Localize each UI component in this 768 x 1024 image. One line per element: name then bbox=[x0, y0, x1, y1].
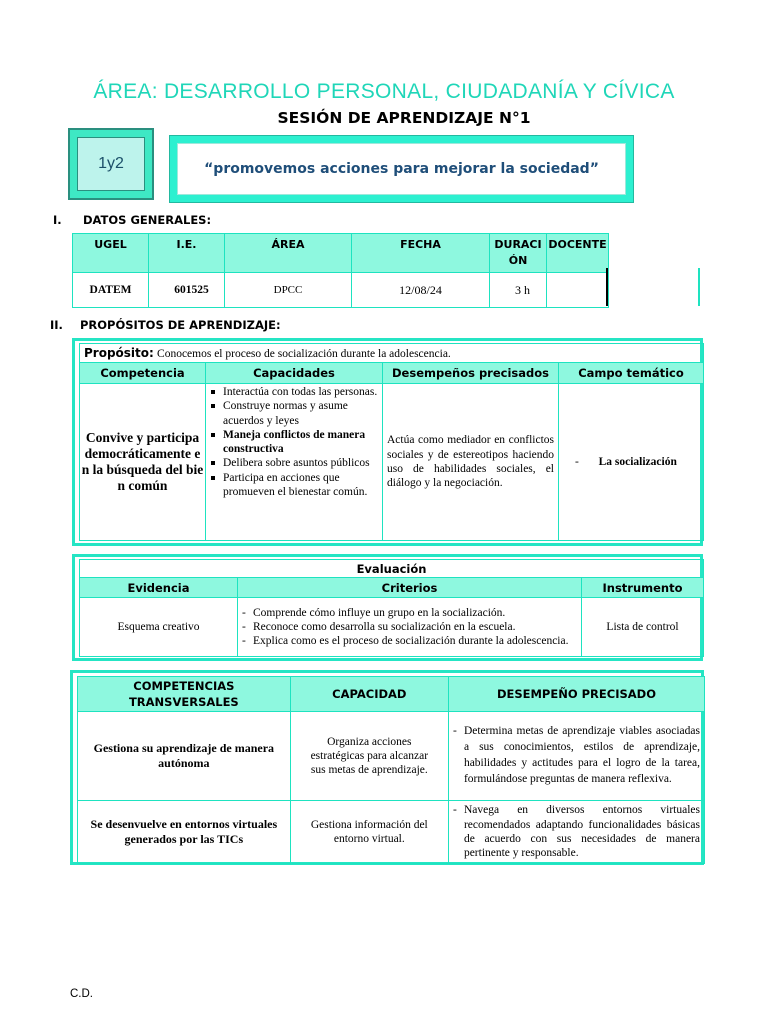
section-title: DATOS GENERALES: bbox=[83, 213, 212, 227]
transversales-block bbox=[70, 670, 704, 865]
capacidad-cell: Gestiona información del entorno virtual. bbox=[290, 801, 448, 864]
competencia-cell: Gestiona su aprendizaje de manera autónoma bbox=[78, 712, 291, 801]
column-header: Criterios bbox=[238, 578, 582, 598]
evaluacion-title: Evaluación bbox=[80, 560, 704, 578]
grade-label: 1y2 bbox=[77, 137, 145, 191]
table-header-row bbox=[73, 234, 609, 273]
list-item: Delibera sobre asuntos públicos bbox=[206, 456, 382, 470]
desempeno-list bbox=[451, 724, 700, 787]
list-item: Maneja conflictos de manera constructiva bbox=[206, 428, 382, 457]
list-item: - Reconoce como desarrolla su socialización en la escuela. bbox=[240, 620, 577, 634]
competencia-cell: Se desenvuelve en entornos virtuales generados por las TICs bbox=[78, 801, 291, 864]
competencia-cell: Convive y participa democráticamente en la búsqueda del bien común bbox=[80, 384, 206, 541]
evaluacion-block bbox=[72, 554, 703, 661]
section-number: I. bbox=[53, 213, 62, 227]
capacidades-list bbox=[206, 385, 382, 499]
column-header: DURACIÓN bbox=[490, 234, 547, 273]
section-number: II. bbox=[50, 318, 63, 332]
column-header: Desempeños precisados bbox=[383, 363, 559, 384]
table-header-row bbox=[78, 677, 705, 712]
ie-value: 601525 bbox=[149, 273, 225, 308]
table-row bbox=[80, 384, 704, 541]
column-header: Instrumento bbox=[582, 578, 704, 598]
list-item: - Explica como es el proceso de socialización durante la adolescencia. bbox=[240, 634, 577, 648]
campo-tematico-value: La socialización bbox=[598, 456, 677, 468]
desempeno-cell bbox=[448, 801, 704, 864]
column-header: COMPETENCIAS TRANSVERSALES bbox=[78, 677, 291, 712]
column-header: Capacidades bbox=[206, 363, 383, 384]
propositos-table bbox=[79, 343, 704, 541]
session-title: SESIÓN DE APRENDIZAJE N°1 bbox=[277, 109, 531, 127]
proposito-label: Propósito: bbox=[84, 346, 154, 360]
proposito-cell bbox=[80, 344, 704, 363]
column-header: DESEMPEÑO PRECISADO bbox=[448, 677, 704, 712]
capacidades-cell bbox=[206, 384, 383, 541]
column-header: DOCENTE bbox=[547, 234, 609, 273]
capacidad-cell: Organiza acciones estratégicas para alcanzar sus metas de aprendizaje. bbox=[290, 712, 448, 801]
column-header: FECHA bbox=[352, 234, 490, 273]
campo-tematico-cell bbox=[559, 384, 704, 541]
table-header-row bbox=[80, 363, 704, 384]
datos-generales-table bbox=[72, 233, 609, 308]
criterios-list bbox=[240, 606, 577, 649]
list-item: - Comprende cómo influye un grupo en la socialización. bbox=[240, 606, 577, 620]
list-item: Construye normas y asume acuerdos y leyes bbox=[206, 399, 382, 428]
session-name: “promovemos acciones para mejorar la sociedad” bbox=[177, 143, 626, 195]
evaluacion-table bbox=[79, 559, 704, 657]
column-header: ÁREA bbox=[225, 234, 352, 273]
column-header: UGEL bbox=[73, 234, 149, 273]
criterios-cell bbox=[238, 598, 582, 657]
evaluacion-title-row bbox=[80, 560, 704, 578]
propositos-block bbox=[72, 338, 703, 546]
desempeno-list bbox=[451, 803, 700, 860]
table-border-mark bbox=[606, 268, 608, 306]
list-item: Participa en acciones que promueven el bienestar común. bbox=[206, 471, 382, 500]
list-item: - Navega en diversos entornos virtuales recomendados adaptando funcionalidades básicas de acuerdo con sus necesidades de manera pertinente y responsable. bbox=[451, 803, 700, 860]
ugel-value: DATEM bbox=[73, 273, 149, 308]
section-propositos-heading bbox=[50, 318, 281, 332]
transversales-table bbox=[77, 676, 705, 864]
instrumento-cell: Lista de control bbox=[582, 598, 704, 657]
table-row bbox=[80, 598, 704, 657]
column-header: Evidencia bbox=[80, 578, 238, 598]
column-header: Competencia bbox=[80, 363, 206, 384]
table-header-row bbox=[80, 578, 704, 598]
docente-value bbox=[547, 273, 609, 308]
proposito-row bbox=[80, 344, 704, 363]
table-row bbox=[73, 273, 609, 308]
evidencia-cell: Esquema creativo bbox=[80, 598, 238, 657]
list-item: - Determina metas de aprendizaje viables asociadas a sus conocimientos, estilos de aprendizaje, habilidades y actitudes para el logro de la tarea, formulándose preguntas de manera reflexiva. bbox=[451, 724, 700, 787]
area-title: ÁREA: DESARROLLO PERSONAL, CIUDADANÍA Y CÍVICA bbox=[93, 80, 675, 103]
column-header: I.E. bbox=[149, 234, 225, 273]
duracion-value: 3 h bbox=[490, 273, 547, 308]
table-border-mark bbox=[698, 268, 700, 306]
proposito-text: Conocemos el proceso de socialización durante la adolescencia. bbox=[157, 348, 451, 360]
desempeno-cell: Actúa como mediador en conflictos sociales y de estereotipos haciendo uso de habilidades sociales, el diálogo y la negociación. bbox=[383, 384, 559, 541]
fecha-value: 12/08/24 bbox=[352, 273, 490, 308]
footer-text: C.D. bbox=[70, 988, 93, 1000]
table-row bbox=[78, 712, 705, 801]
column-header: Campo temático bbox=[559, 363, 704, 384]
session-name-banner bbox=[169, 135, 634, 203]
table-row bbox=[78, 801, 705, 864]
grade-badge bbox=[68, 128, 154, 200]
desempeno-cell bbox=[448, 712, 704, 801]
area-value: DPCC bbox=[225, 273, 352, 308]
section-datos-generales-heading bbox=[53, 213, 211, 227]
list-item: Interactúa con todas las personas. bbox=[206, 385, 382, 399]
column-header: CAPACIDAD bbox=[290, 677, 448, 712]
campo-dash: - bbox=[575, 456, 579, 468]
section-title: PROPÓSITOS DE APRENDIZAJE: bbox=[80, 318, 281, 332]
